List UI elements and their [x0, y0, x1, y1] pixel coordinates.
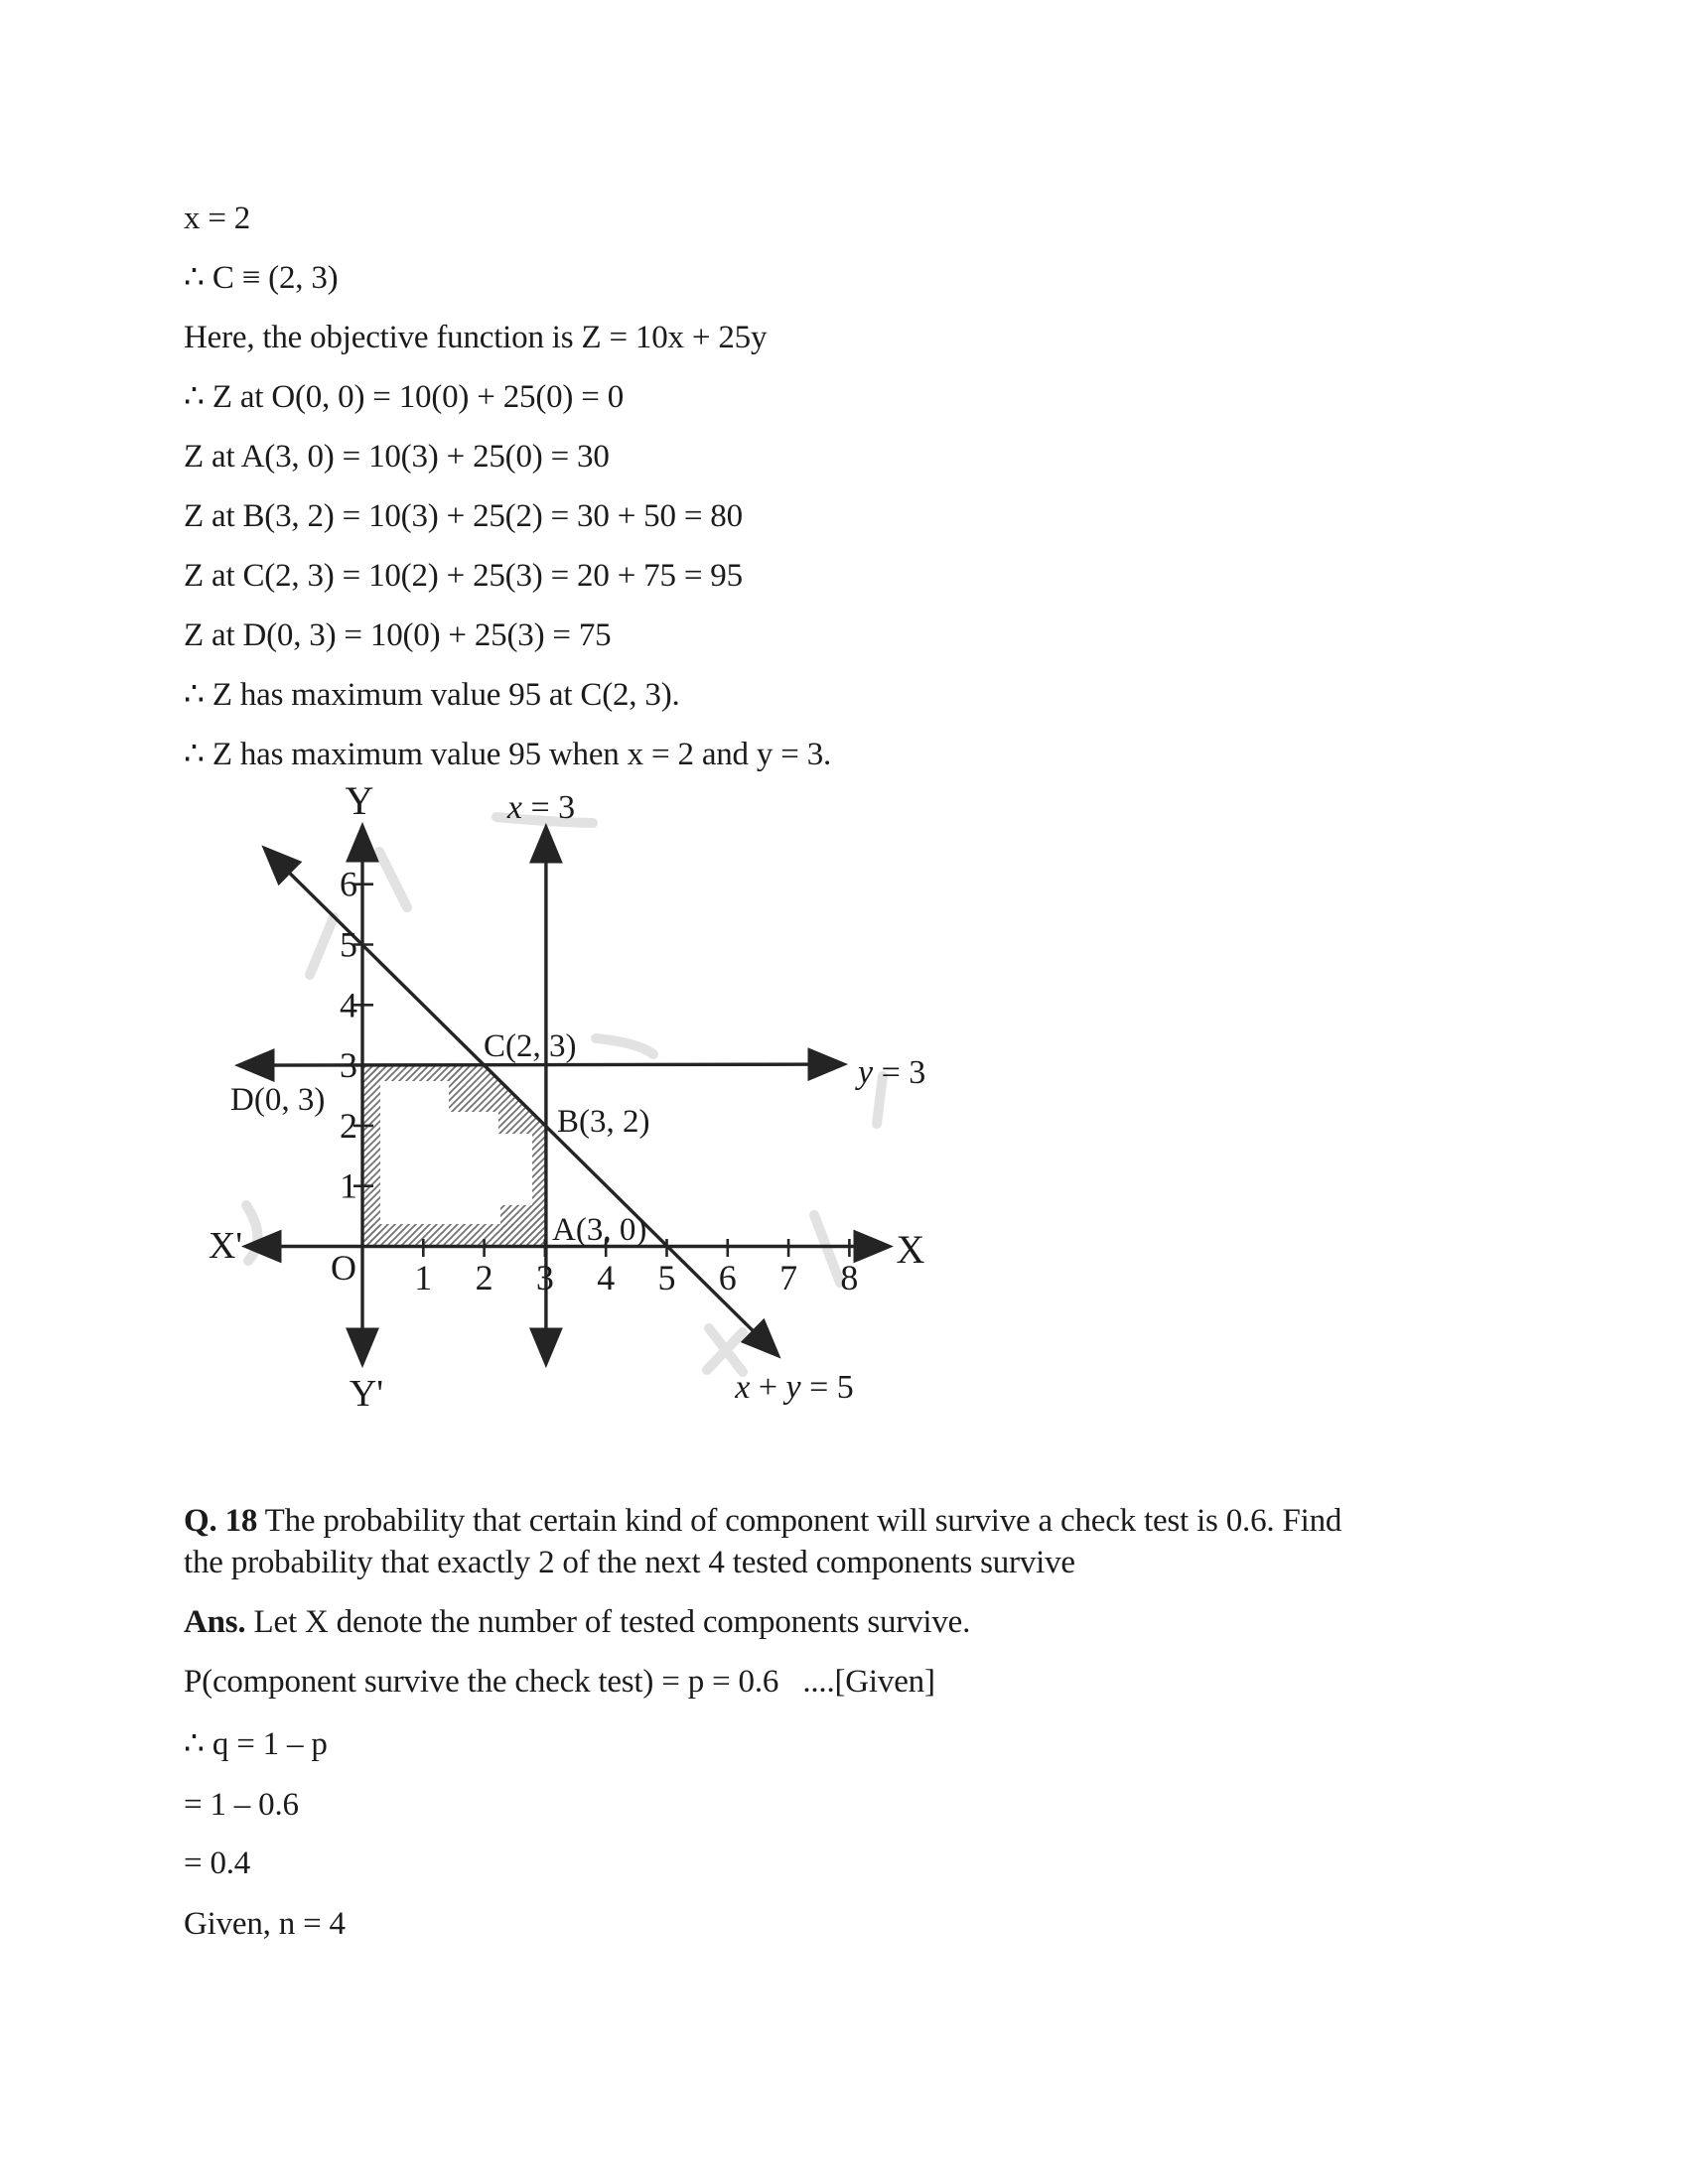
x-tick-label: 6 [718, 1258, 737, 1297]
question-line: Q. 18 The probability that certain kind of component will survive a check test is 0.6. Find [184, 1503, 1342, 1539]
solution-line: ∴ Z at O(0, 0) = 10(0) + 25(0) = 0 [184, 379, 625, 415]
x-tick-label: 1 [414, 1258, 433, 1297]
y-prime-label: Y' [349, 1373, 384, 1415]
solution-line: Here, the objective function is Z = 10x + 25y [184, 320, 768, 355]
label-x-equals-3: x = 3 [506, 789, 576, 826]
x-tick-label: 5 [657, 1258, 676, 1297]
y-axis-label: Y [345, 778, 374, 823]
label-x-plus-y-equals-5: x + y = 5 [735, 1369, 854, 1406]
solution-line: ∴ Z has maximum value 95 when x = 2 and y = 3. [184, 737, 832, 772]
solution-line: Z at C(2, 3) = 10(2) + 25(3) = 20 + 75 = 95 [184, 558, 743, 594]
answer-line: ∴ q = 1 – p [184, 1726, 328, 1762]
solution-line: Z at D(0, 3) = 10(0) + 25(3) = 75 [184, 617, 612, 653]
solution-line: ∴ C ≡ (2, 3) [184, 260, 339, 296]
x-axis-label: X [896, 1227, 925, 1272]
solution-line: Z at B(3, 2) = 10(3) + 25(2) = 30 + 50 = 80 [184, 498, 743, 534]
point-label-C: C(2, 3) [484, 1028, 577, 1064]
solution-line: Z at A(3, 0) = 10(3) + 25(0) = 30 [184, 439, 610, 475]
label-y-equals-3: y = 3 [858, 1054, 926, 1091]
x-tick-label: 7 [779, 1258, 798, 1297]
bold-label: Q. 18 [184, 1503, 258, 1539]
line-y-equals-3 [239, 1064, 843, 1065]
answer-line: the probability that exactly 2 of the next 4 tested components survive [184, 1545, 1075, 1580]
point-label-D: D(0, 3) [230, 1082, 326, 1118]
x-tick-label: 2 [475, 1258, 493, 1297]
point-label-A: A(3, 0) [552, 1212, 647, 1248]
lp-graph-figure [0, 764, 993, 1439]
x-tick-label: 3 [535, 1258, 554, 1297]
y-tick-label: 6 [340, 864, 357, 904]
solution-line: x = 2 [184, 201, 251, 236]
y-tick-label: 2 [340, 1105, 357, 1146]
x-tick-label: 8 [840, 1258, 859, 1297]
bold-label: Ans. [184, 1604, 246, 1640]
y-tick-label: 4 [340, 985, 357, 1025]
y-tick-label: 3 [340, 1045, 357, 1086]
origin-label: O [331, 1248, 356, 1288]
x-tick-label: 4 [597, 1258, 616, 1297]
answer-line: = 0.4 [184, 1845, 251, 1881]
answer-line: Given, n = 4 [184, 1906, 346, 1942]
answer-line: = 1 – 0.6 [184, 1787, 299, 1823]
question-line: Ans. Let X denote the number of tested components survive. [184, 1604, 971, 1640]
x-prime-label: X' [208, 1225, 243, 1267]
feasible-region-hatch [363, 1065, 545, 1246]
y-tick-label: 5 [340, 924, 357, 965]
y-tick-label: 1 [340, 1165, 357, 1206]
solution-line: ∴ Z has maximum value 95 at C(2, 3). [184, 677, 680, 713]
point-label-B: B(3, 2) [557, 1104, 650, 1140]
answer-line: P(component survive the check test) = p = 0.6 ....[Given] [184, 1664, 935, 1700]
